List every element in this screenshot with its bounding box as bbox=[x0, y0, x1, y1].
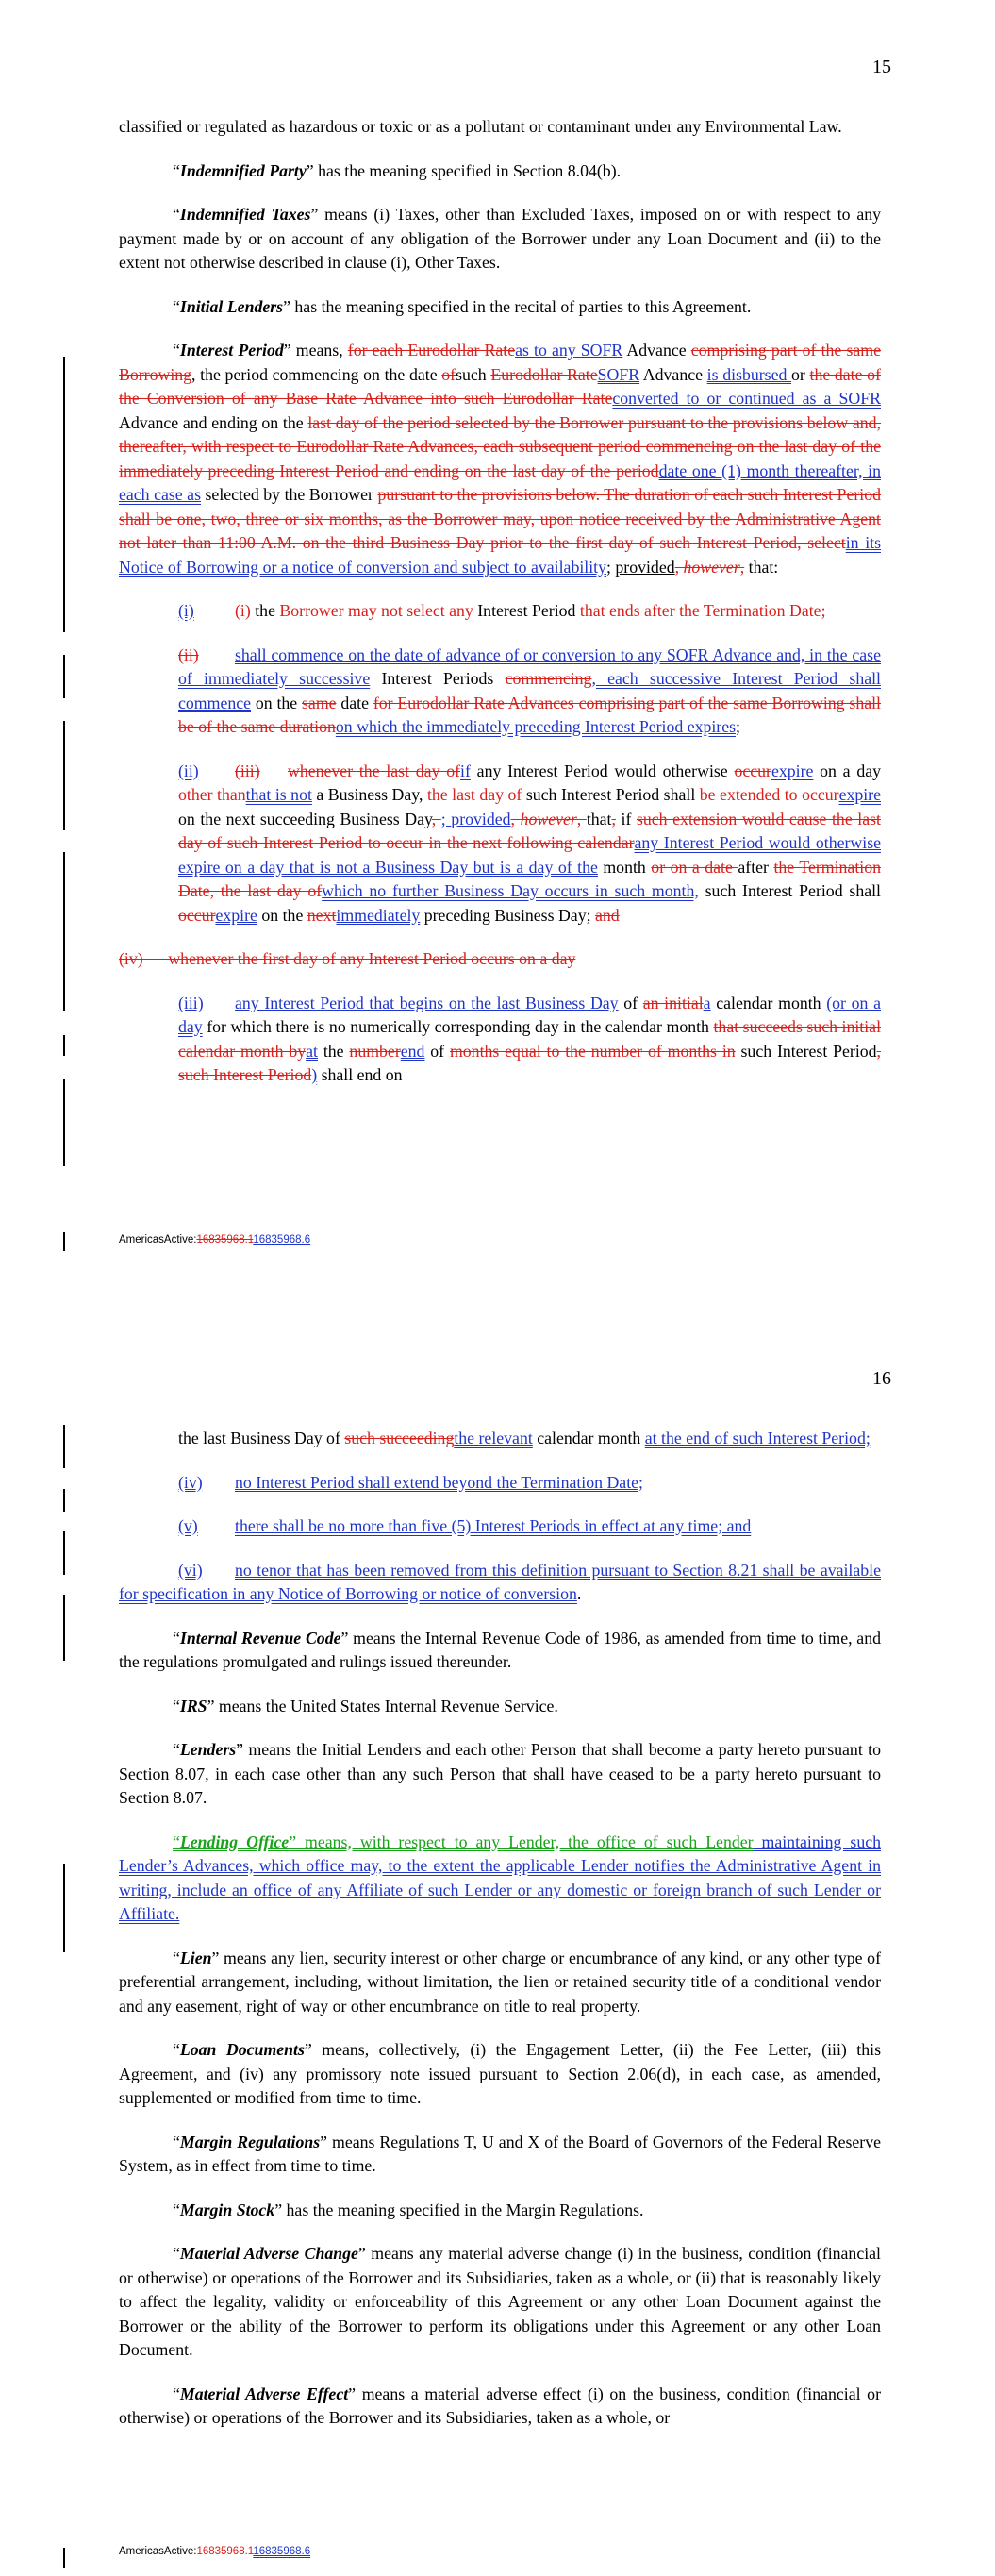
deleted-text: the last day of bbox=[426, 785, 522, 804]
quote-open: “ bbox=[173, 1948, 180, 1967]
defined-term: Internal Revenue Code bbox=[179, 1628, 341, 1648]
change-bar bbox=[63, 655, 65, 698]
page-16 bbox=[0, 1312, 995, 2576]
inserted-text: expire bbox=[838, 785, 881, 804]
definition-lending-office bbox=[119, 1831, 881, 1927]
deleted-text: occur bbox=[178, 905, 216, 925]
definition-text: ” has the meaning specified in the recital of parties to this Agreement. bbox=[283, 296, 752, 316]
clause-label bbox=[178, 1559, 235, 1583]
definition-text: ” has the meaning specified in Section 8.04(b). bbox=[306, 160, 622, 180]
defined-term: Margin Regulations bbox=[179, 2132, 321, 2151]
inserted-text: which no further Business Day occurs in such month, bbox=[322, 881, 699, 900]
footer-prefix: AmericasActive: bbox=[119, 1234, 197, 1246]
definition-lenders bbox=[119, 1738, 881, 1811]
text: calendar month bbox=[532, 1429, 645, 1447]
defined-term: Indemnified Party bbox=[179, 160, 307, 180]
inserted-text: , each successive Interest Period shall commence bbox=[178, 669, 881, 712]
text: for which there is no numerically corresponding day in the calendar month bbox=[202, 1017, 714, 1036]
text: of bbox=[618, 993, 643, 1012]
deleted-text: months equal to the number of months in bbox=[449, 1041, 736, 1061]
clause-i bbox=[119, 599, 881, 624]
inserted-text: at bbox=[306, 1041, 318, 1061]
text: date bbox=[336, 693, 373, 712]
deleted-text: , bbox=[611, 809, 616, 828]
paragraph-environmental: classified or regulated as hazardous or toxic or as a pollutant or contaminant under any Environmental Law. bbox=[119, 117, 842, 136]
text: Interest Periods bbox=[370, 669, 506, 688]
inserted-text: (ii) bbox=[178, 761, 199, 780]
quote-open: “ bbox=[173, 2244, 180, 2263]
clause-ii-old bbox=[119, 644, 881, 740]
underlined-text: provided bbox=[615, 557, 675, 577]
quote-open: “ bbox=[173, 1628, 180, 1648]
text: any Interest Period would otherwise bbox=[470, 761, 735, 780]
inserted-text: (or on a day bbox=[178, 993, 881, 1036]
text: the last Business Day of bbox=[178, 1429, 345, 1447]
inserted-text: (vi) bbox=[178, 1560, 203, 1580]
page-number: 15 bbox=[872, 57, 891, 77]
definition-text: ” means a material adverse effect (i) on the business, condition (financial or otherwise) or operations of the Borrower and its Subsidiaries, taken as a whole, or bbox=[119, 2384, 881, 2427]
quote-open: “ bbox=[173, 2132, 180, 2151]
deleted-text: whenever the last day of bbox=[288, 761, 461, 780]
deleted-text: , bbox=[739, 557, 745, 577]
text: the bbox=[255, 601, 280, 620]
text: Advance bbox=[639, 364, 707, 384]
text: on a day bbox=[813, 761, 882, 780]
deleted-text: the date of the Conversion of any Base Rate Advance into such Eurodollar Rate bbox=[119, 364, 881, 408]
inserted-text: (i) bbox=[178, 601, 194, 620]
inserted-text: end bbox=[400, 1041, 425, 1061]
deleted-text: , bbox=[510, 809, 521, 828]
deleted-text: the Termination Date, the last day of bbox=[178, 857, 881, 900]
definition-indemnified-party bbox=[119, 159, 881, 184]
deleted-text: (ii) bbox=[178, 644, 199, 664]
text: such Interest Period shall bbox=[698, 881, 881, 900]
inserted-text: a bbox=[703, 993, 711, 1012]
definition-material-adverse-effect bbox=[119, 2383, 881, 2431]
text: that bbox=[586, 809, 612, 828]
inserted-text: (v) bbox=[178, 1516, 198, 1535]
deleted-text: Eurodollar Rate bbox=[490, 364, 598, 384]
text: , the period commencing on the date bbox=[191, 364, 442, 384]
change-bar bbox=[63, 357, 65, 632]
deleted-text: that succeeds such initial calendar month by bbox=[178, 1017, 882, 1061]
change-bar bbox=[63, 1595, 65, 1661]
deleted-text: commencing bbox=[505, 669, 592, 688]
text: on the bbox=[257, 905, 307, 925]
deleted-text: (iv) whenever the first day of any Interest Period occurs on a day bbox=[119, 949, 576, 968]
change-bar bbox=[63, 1232, 65, 1251]
inserted-text: (iv) bbox=[178, 1472, 203, 1492]
change-bar bbox=[63, 852, 65, 1011]
definition-irs bbox=[119, 1695, 881, 1719]
clause-label bbox=[178, 644, 235, 668]
inserted-text: shall commence on the date of advance of or conversion to any SOFR Advance and, in the case of immediately successive bbox=[178, 644, 881, 688]
text: such bbox=[456, 364, 491, 384]
definition-material-adverse-change bbox=[119, 2242, 881, 2363]
change-bar bbox=[63, 1079, 65, 1166]
deleted-text: , bbox=[674, 557, 684, 577]
defined-term: Lenders bbox=[179, 1740, 237, 1759]
change-bar bbox=[63, 1425, 65, 1468]
change-bar bbox=[63, 1489, 65, 1512]
deleted-text: an initial bbox=[642, 993, 704, 1012]
deleted-text: pursuant to the provisions below. The duration of each such Interest Period shall be one, two, three or six months, as the Borrower may, upon notice received by the Administrative Agent not later than 11:00 A.M. on the third Business Day prior to the first day of such Interest Period, select bbox=[119, 485, 881, 552]
deleted-text: , bbox=[431, 809, 441, 828]
definition-lien bbox=[119, 1947, 881, 2019]
deleted-text: comprising part of the same Borrowing bbox=[119, 341, 881, 384]
moved-defined-term: Lending Office bbox=[179, 1832, 290, 1851]
inserted-text: that is not bbox=[245, 785, 312, 804]
deleted-text: and bbox=[594, 905, 620, 925]
clause-ii bbox=[119, 760, 881, 928]
footer-deleted-id: 16835968.1 bbox=[196, 2546, 254, 2557]
page-15 bbox=[0, 0, 995, 1264]
text: ” means, bbox=[283, 341, 348, 360]
inserted-text: any Interest Period that begins on the last Business Day bbox=[235, 993, 619, 1012]
inserted-text: the relevant bbox=[454, 1429, 533, 1447]
text: such Interest Period bbox=[735, 1041, 877, 1061]
defined-term: Lien bbox=[179, 1948, 212, 1967]
definition-text: ” means any material adverse change (i) in the business, condition (financial or otherwise) or operations of the Borrower and its Subsidiaries, taken as a whole, or (ii) that is reasonably likely to affect the legality, validity or enforceability of this Agreement or any other Loan Document against the Borrower or the ability of the Borrower to perform its obligations under this Agreement or any other Loan Document. bbox=[119, 2244, 881, 2359]
text: or bbox=[791, 364, 810, 384]
text: selected by the Borrower bbox=[201, 485, 378, 504]
clause-label bbox=[178, 1514, 235, 1539]
definition-text: ” means the United States Internal Revenue Service. bbox=[207, 1696, 558, 1715]
deleted-text: be extended to occur bbox=[699, 785, 839, 804]
change-bar bbox=[63, 721, 65, 830]
inserted-text: is disbursed bbox=[706, 364, 792, 384]
clause-label bbox=[178, 992, 235, 1016]
quote-open: “ bbox=[173, 2384, 180, 2403]
deleted-text: that ends after the Termination Date; bbox=[579, 601, 826, 620]
deleted-text: , bbox=[576, 809, 587, 828]
change-bar bbox=[63, 1035, 65, 1056]
text: such Interest Period shall bbox=[522, 785, 700, 804]
inserted-text: as to any SOFR bbox=[515, 341, 623, 360]
footer-deleted-id: 16835968.1 bbox=[196, 1234, 254, 1246]
document-footer bbox=[119, 2546, 310, 2557]
deleted-text: such extension would cause the last day of such Interest Period to occur in the next following calendar bbox=[178, 809, 881, 852]
change-bar bbox=[63, 2548, 65, 2568]
deleted-text: occur bbox=[734, 761, 771, 780]
definition-interest-period bbox=[119, 339, 881, 579]
deleted-text: , such Interest Period bbox=[178, 1041, 881, 1084]
page-body bbox=[119, 115, 881, 1108]
deleted-text: such succeeding bbox=[344, 1429, 455, 1447]
definition-loan-documents bbox=[119, 2038, 881, 2111]
change-bar bbox=[63, 1864, 65, 1952]
quote-open: “ bbox=[173, 2200, 180, 2219]
inserted-text: ) bbox=[311, 1065, 318, 1084]
inserted-text: any Interest Period would otherwise expire on a day that is not a Business Day but is a day of the bbox=[178, 833, 882, 877]
text: month bbox=[597, 857, 652, 877]
defined-term: Indemnified Taxes bbox=[179, 205, 311, 224]
defined-term: Margin Stock bbox=[179, 2200, 275, 2219]
clause-label bbox=[178, 599, 235, 624]
text: “ bbox=[173, 341, 180, 360]
deleted-text: same bbox=[302, 693, 337, 712]
inserted-text: date one (1) month thereafter, in each case as bbox=[119, 460, 882, 504]
defined-term: Interest Period bbox=[179, 341, 284, 360]
clause-iv-deleted bbox=[119, 947, 881, 972]
clause-label bbox=[178, 1471, 235, 1496]
text: after bbox=[738, 857, 774, 877]
footer-inserted-id: 16835968.6 bbox=[253, 2546, 311, 2557]
definition-text: ” means, collectively, (i) the Engagement Letter, (ii) the Fee Letter, (iii) this Agreement, and (iv) any promissory note issued pursuant to Section 2.06(d), in each case, as amended, supplemented or modified from time to time. bbox=[119, 2040, 881, 2107]
text: ; bbox=[606, 557, 616, 577]
inserted-text: immediately bbox=[336, 905, 421, 925]
deleted-text: last day of the period selected by the Borrower pursuant to the provisions below and, thereafter, with respect to Eurodollar Rate Advances, each subsequent period commencing on the last day of the immediately preceding Interest Period and ending on the last day of the period bbox=[119, 412, 881, 480]
text: shall end on bbox=[317, 1065, 403, 1084]
inserted-text: provided bbox=[451, 809, 511, 828]
text: Advance and ending on the bbox=[119, 412, 308, 432]
text: Interest Period bbox=[477, 601, 580, 620]
definition-text: ” means (i) Taxes, other than Excluded Taxes, imposed on or with respect to any payment made by or on account of any obligation of the Borrower under any Loan Document and (ii) to the extent not otherwise described in clause (i), Other Taxes. bbox=[119, 205, 882, 272]
text: that: bbox=[744, 557, 779, 577]
inserted-text: expire bbox=[215, 905, 257, 925]
inserted-text: at the end of such Interest Period; bbox=[644, 1429, 871, 1447]
defined-term: Material Adverse Change bbox=[179, 2244, 358, 2263]
quote-open: “ bbox=[173, 1696, 180, 1715]
deleted-text: Borrower may not select any bbox=[279, 601, 478, 620]
inserted-text: on which the immediately preceding Interest Period expires bbox=[335, 717, 737, 736]
page-number: 16 bbox=[872, 1368, 891, 1389]
defined-term: Loan Documents bbox=[179, 2040, 305, 2059]
deleted-text: next bbox=[307, 905, 337, 925]
definition-margin-regulations bbox=[119, 2131, 881, 2179]
quote-open: “ bbox=[173, 205, 180, 224]
text: the bbox=[317, 1041, 350, 1061]
text: a Business Day, bbox=[311, 785, 427, 804]
definition-margin-stock bbox=[119, 2199, 881, 2223]
deleted-text: however bbox=[520, 809, 577, 828]
deleted-text: for each Eurodollar Rate bbox=[347, 341, 516, 360]
definition-internal-revenue-code bbox=[119, 1627, 881, 1675]
text: preceding Business Day; bbox=[420, 905, 595, 925]
deleted-text: however bbox=[683, 557, 740, 577]
quote-open: “ bbox=[173, 1740, 180, 1759]
definition-text: ” means the Initial Lenders and each other Person that shall become a party hereto pursuant to Section 8.07, in each case other than any such Person that shall have ceased to be a party hereto pursuant to Section 8.07. bbox=[119, 1740, 881, 1807]
deleted-text: of bbox=[441, 364, 456, 384]
inserted-text: there shall be no more than five (5) Interest Periods in effect at any time; and bbox=[235, 1516, 752, 1535]
definition-text: ” means Regulations T, U and X of the Board of Governors of the Federal Reserve System, as in effect from time to time. bbox=[119, 2132, 881, 2175]
inserted-text: SOFR bbox=[597, 364, 640, 384]
quote-open: “ bbox=[173, 296, 180, 316]
inserted-text: converted to or continued as a SOFR bbox=[612, 389, 882, 408]
defined-term: Material Adverse Effect bbox=[179, 2384, 349, 2403]
defined-term: IRS bbox=[179, 1696, 207, 1715]
inserted-text: ; bbox=[440, 809, 452, 828]
inserted-text: expire bbox=[771, 761, 814, 780]
inserted-text: in its Notice of Borrowing or a notice of conversion and subject to availability bbox=[119, 533, 881, 577]
moved-text: ” means, with respect to any Lender, the office of such Lender bbox=[289, 1832, 754, 1851]
definition-initial-lenders bbox=[119, 295, 881, 320]
definition-indemnified-taxes bbox=[119, 203, 881, 276]
deleted-text: (iii) bbox=[235, 761, 260, 780]
document-footer bbox=[119, 1234, 310, 1246]
deleted-text: for Eurodollar Rate Advances comprising part of the same Borrowing shall be of the same duration bbox=[178, 693, 881, 736]
definition-text: ” means any lien, security interest or other charge or encumbrance of any kind, or any other type of preferential arrangement, including, without limitation, the lien or retained security title of a conditional vendor and any easement, right of way or other encumbrance on title to real property. bbox=[119, 1948, 881, 2016]
inserted-text: if bbox=[460, 761, 471, 780]
text: on the next succeeding Business Day bbox=[178, 809, 432, 828]
text: of bbox=[424, 1041, 450, 1061]
quote-open: “ bbox=[173, 2040, 180, 2059]
text: calendar month bbox=[710, 993, 827, 1012]
inserted-text: (iii) bbox=[178, 993, 204, 1012]
deleted-text: (i) bbox=[235, 601, 256, 620]
clause-vi bbox=[119, 1559, 881, 1607]
change-bar bbox=[63, 1531, 65, 1575]
deleted-text: number bbox=[349, 1041, 401, 1061]
text: on the bbox=[251, 693, 303, 712]
quote-open: “ bbox=[173, 160, 180, 180]
clause-v bbox=[119, 1514, 881, 1539]
text: ; bbox=[736, 717, 740, 736]
clause-label bbox=[178, 760, 235, 784]
clause-iii-continued bbox=[119, 1427, 881, 1451]
inserted-text: no Interest Period shall extend beyond the Termination Date; bbox=[235, 1472, 643, 1492]
definition-text: ” means the Internal Revenue Code of 1986, as amended from time to time, and the regulations promulgated and rulings issued thereunder. bbox=[119, 1628, 881, 1671]
moved-text: “ bbox=[173, 1832, 180, 1851]
text: if bbox=[615, 809, 637, 828]
text: . bbox=[576, 1584, 582, 1603]
clause-iv bbox=[119, 1471, 881, 1496]
defined-term: Initial Lenders bbox=[179, 296, 284, 316]
footer-inserted-id: 16835968.6 bbox=[253, 1234, 311, 1246]
definition-text: ” has the meaning specified in the Margin Regulations. bbox=[274, 2200, 644, 2219]
page-body bbox=[119, 1427, 881, 2451]
footer-prefix: AmericasActive: bbox=[119, 2546, 197, 2557]
deleted-text: or on a date bbox=[651, 857, 738, 877]
inserted-text: maintaining such Lender’s Advances, which office may, to the extent the applicable Lender notifies the Administrative Agent in writing, include an office of any Affiliate of such Lender or any domestic or foreign branch of such Lender or Affiliate. bbox=[119, 1832, 881, 1923]
clause-iii bbox=[119, 992, 881, 1088]
text: Advance bbox=[622, 341, 691, 360]
inserted-text: no tenor that has been removed from this definition pursuant to Section 8.21 shall be available for specification in any Notice of Borrowing or notice of conversion bbox=[119, 1560, 881, 1603]
deleted-text: other than bbox=[178, 785, 246, 804]
